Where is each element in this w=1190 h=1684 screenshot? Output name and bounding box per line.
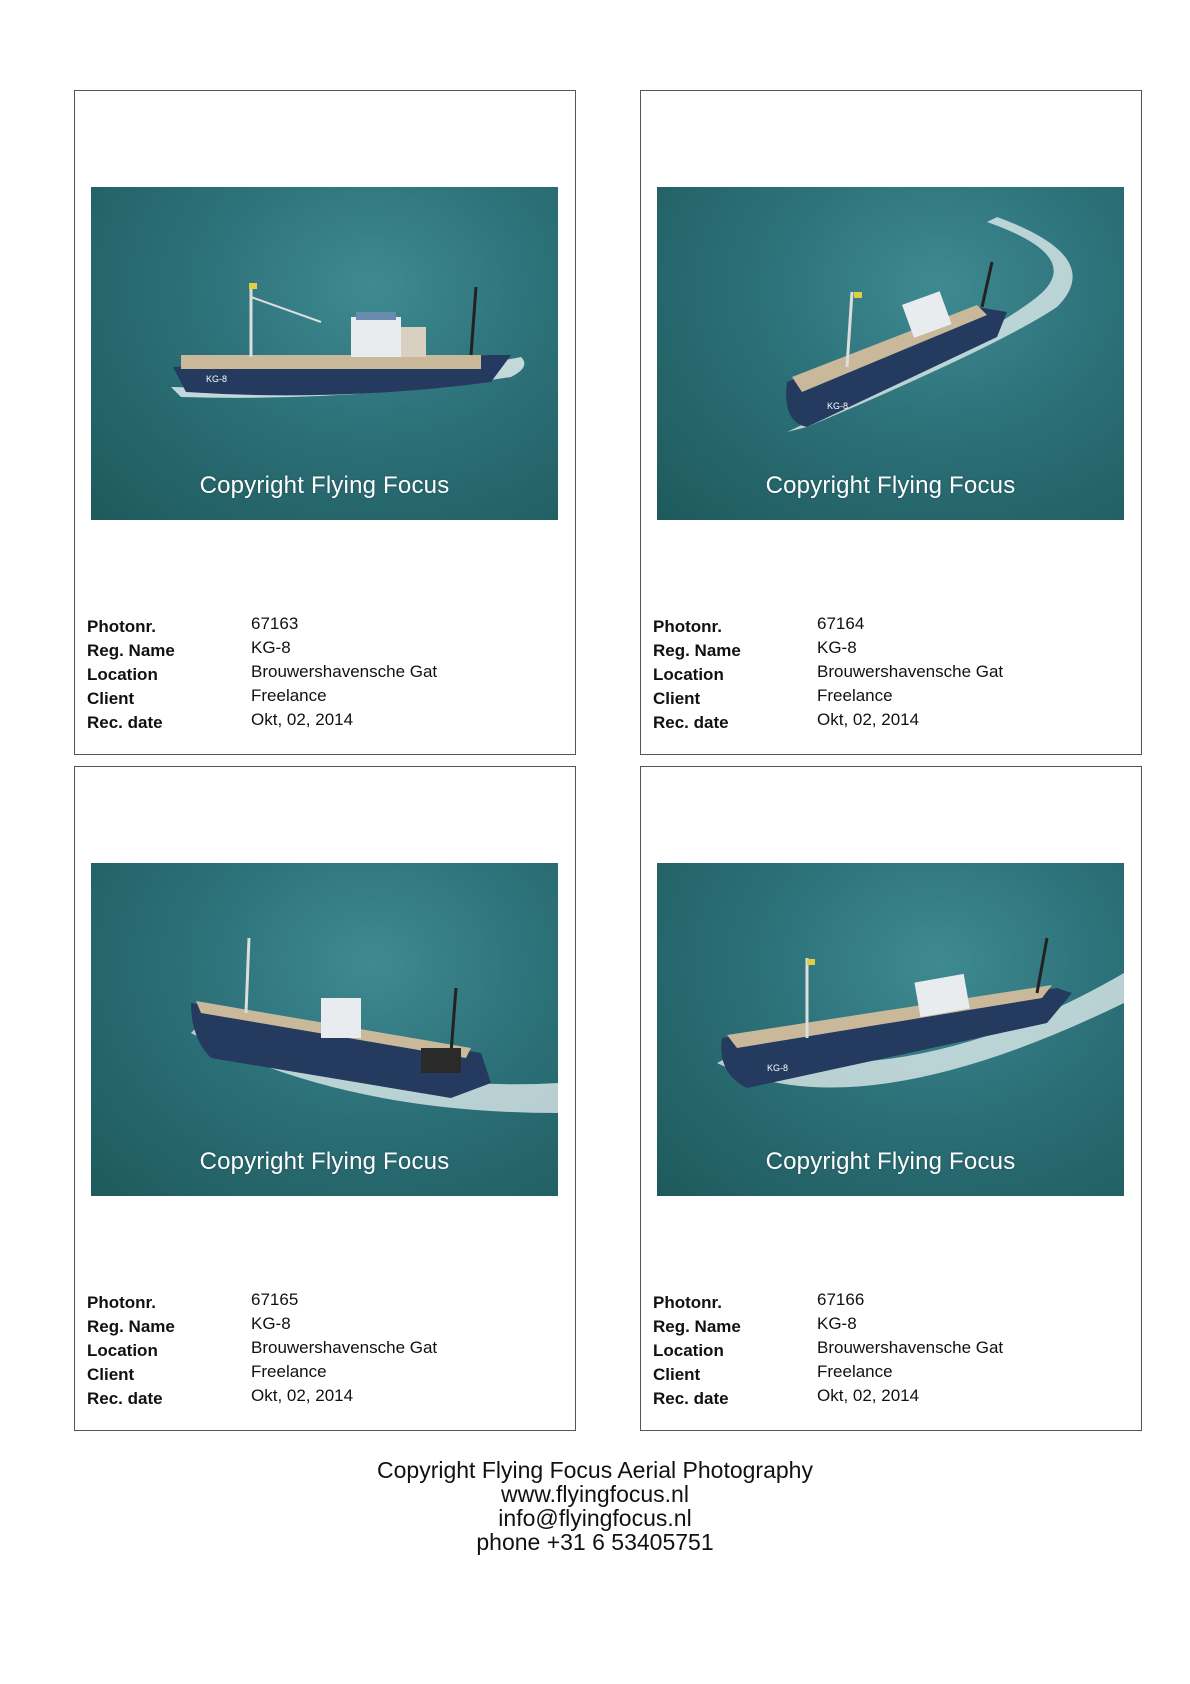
client-label: Client (87, 1365, 135, 1384)
aerial-photo[interactable] (91, 863, 558, 1196)
rec-date-row (87, 1386, 557, 1410)
aerial-photo[interactable] (657, 187, 1124, 520)
client-label: Client (653, 689, 701, 708)
rec-date-row (653, 1386, 1123, 1410)
location-row (87, 662, 557, 686)
reg-name-value: KG-8 (817, 1314, 857, 1333)
photo-card-67166 (640, 766, 1142, 1431)
footer-email-link[interactable]: info@flyingfocus.nl (498, 1505, 692, 1531)
rec-date-value: Okt, 02, 2014 (251, 1386, 354, 1405)
location-label: Location (87, 1341, 158, 1360)
rec-date-row (653, 710, 1123, 734)
photonr-label: Photonr. (653, 1293, 722, 1312)
hull-marking: KG-8 (767, 1063, 789, 1073)
reg-name-row (87, 638, 557, 662)
rec-date-label: Rec. date (653, 1389, 729, 1408)
photonr-value: 67164 (817, 614, 865, 633)
reg-name-value: KG-8 (251, 1314, 291, 1333)
photo-card-67165 (74, 766, 576, 1431)
photo-metadata (653, 1290, 1123, 1410)
client-value: Freelance (251, 1362, 327, 1381)
photonr-row (653, 614, 1123, 638)
footer-website-link[interactable]: www.flyingfocus.nl (501, 1481, 689, 1507)
location-row (653, 1338, 1123, 1362)
rec-date-value: Okt, 02, 2014 (251, 710, 354, 729)
rec-date-label: Rec. date (87, 713, 163, 732)
rec-date-label: Rec. date (653, 713, 729, 732)
hull-marking: KG-8 (206, 374, 228, 384)
aerial-photo[interactable] (91, 187, 558, 520)
location-label: Location (653, 1341, 724, 1360)
rec-date-row (87, 710, 557, 734)
client-label: Client (653, 1365, 701, 1384)
footer-copyright: Copyright Flying Focus Aerial Photography (377, 1457, 813, 1483)
photonr-label: Photonr. (87, 1293, 156, 1312)
client-value: Freelance (817, 1362, 893, 1381)
photo-card-67163 (74, 90, 576, 755)
location-value: Brouwershavensche Gat (251, 662, 438, 681)
location-value: Brouwershavensche Gat (817, 1338, 1004, 1357)
reg-name-label: Reg. Name (653, 641, 741, 660)
photonr-label: Photonr. (653, 617, 722, 636)
fishing-boat-illustration (657, 187, 1124, 520)
photonr-value: 67163 (251, 614, 299, 633)
location-row (653, 662, 1123, 686)
location-value: Brouwershavensche Gat (251, 1338, 438, 1357)
photonr-label: Photonr. (87, 617, 156, 636)
photo-watermark: Copyright Flying Focus (199, 472, 450, 499)
client-row (653, 686, 1123, 710)
photonr-value: 67166 (817, 1290, 865, 1309)
reg-name-value: KG-8 (817, 638, 857, 657)
reg-name-label: Reg. Name (87, 641, 175, 660)
client-value: Freelance (817, 686, 893, 705)
photo-watermark: Copyright Flying Focus (765, 1148, 1016, 1175)
aerial-photo[interactable] (657, 863, 1124, 1196)
reg-name-label: Reg. Name (653, 1317, 741, 1336)
photonr-row (87, 1290, 557, 1314)
reg-name-row (653, 1314, 1123, 1338)
fishing-boat-illustration (91, 187, 558, 520)
fishing-boat-illustration (657, 863, 1124, 1196)
client-row (87, 1362, 557, 1386)
photonr-value: 67165 (251, 1290, 299, 1309)
client-value: Freelance (251, 686, 327, 705)
client-row (653, 1362, 1123, 1386)
photonr-row (87, 614, 557, 638)
reg-name-row (87, 1314, 557, 1338)
location-value: Brouwershavensche Gat (817, 662, 1004, 681)
fishing-boat-illustration (91, 863, 558, 1196)
location-row (87, 1338, 557, 1362)
photo-metadata (87, 614, 557, 734)
rec-date-value: Okt, 02, 2014 (817, 710, 920, 729)
photo-watermark: Copyright Flying Focus (765, 472, 1016, 499)
photonr-row (653, 1290, 1123, 1314)
location-label: Location (653, 665, 724, 684)
photo-metadata (87, 1290, 557, 1410)
photo-watermark: Copyright Flying Focus (199, 1148, 450, 1175)
client-label: Client (87, 689, 135, 708)
footer-phone: phone +31 6 53405751 (476, 1529, 714, 1555)
client-row (87, 686, 557, 710)
hull-marking: KG-8 (827, 401, 849, 411)
location-label: Location (87, 665, 158, 684)
rec-date-value: Okt, 02, 2014 (817, 1386, 920, 1405)
photo-metadata (653, 614, 1123, 734)
photo-card-67164 (640, 90, 1142, 755)
rec-date-label: Rec. date (87, 1389, 163, 1408)
reg-name-value: KG-8 (251, 638, 291, 657)
reg-name-row (653, 638, 1123, 662)
page-footer (0, 1458, 1190, 1554)
reg-name-label: Reg. Name (87, 1317, 175, 1336)
